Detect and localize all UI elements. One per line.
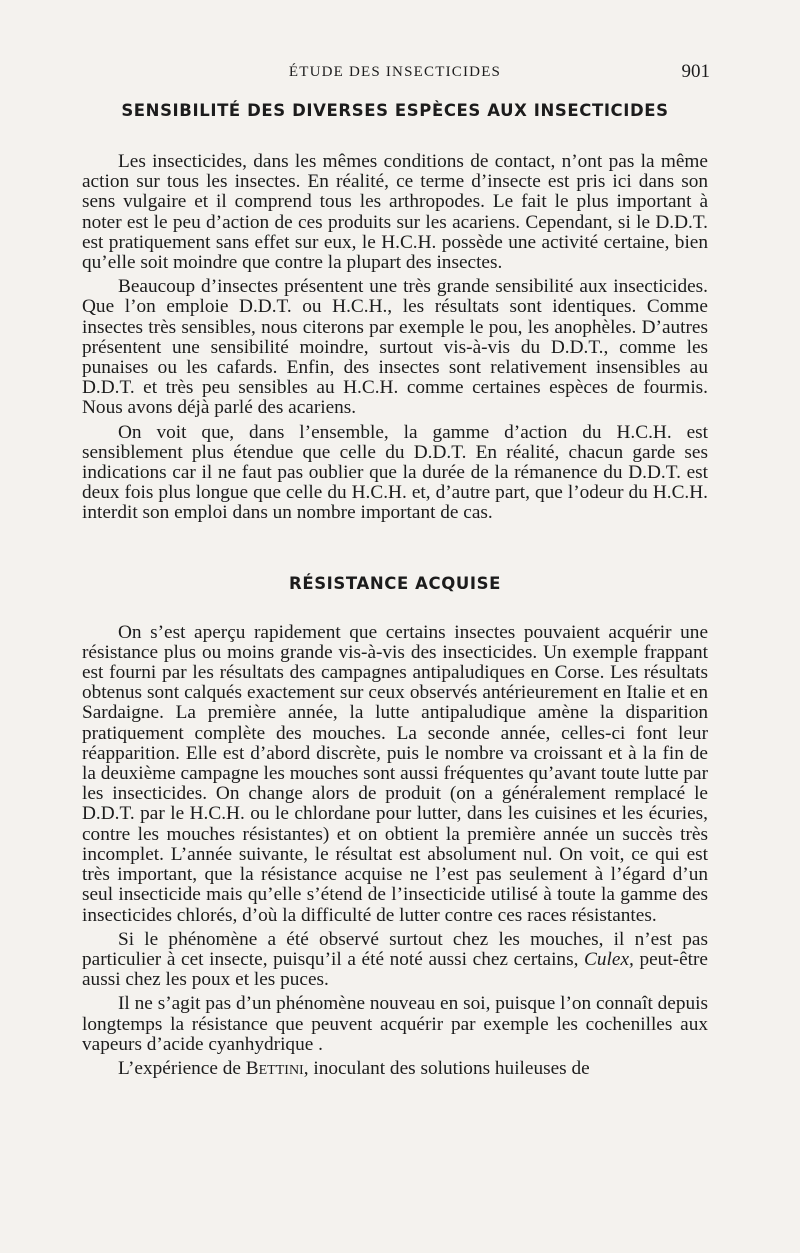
text-span: L’expérience de [118,1057,246,1079]
paragraph: On voit que, dans l’ensemble, la gamme d’action du H.C.H. est sensiblement plus étendue que celle du D.D.T. En réalité, chacun garde ses indications car il ne faut pas oublier que la durée de la rémanence du D.D.T. est deux fois plus longue que celle du H.C.H. et, d’autre part, que l’odeur du H.C.H. interdit son emploi dans un nombre important de cas. [82,421,708,524]
paragraph: Beaucoup d’insectes présentent une très grande sensibilité aux insecticides. Que l’on emploie D.D.T. ou H.C.H., les résultats sont identiques. Comme insectes très sensibles, nous citerons par exemple le pou, les anophèles. D’autres présentent une sensibilité moindre, surtout vis-à-vis du D.D.T., comme les punaises ou les cafards. Enfin, des insectes sont relativement insensibles au D.D.T. et très peu sensibles au H.C.H. comme certaines espèces de fourmis. Nous avons déjà parlé des acariens. [82,276,708,419]
paragraph: On s’est aperçu rapidement que certains insectes pouvaient acquérir une résistance plus ou moins grande vis-à-vis des insecticides. Un exemple frappant est fourni par les résultats des campagnes antipaludiques en Corse. Les résultats obtenus sont calqués exactement sur ceux observés antérieurement en Italie et en Sardaigne. La première année, la lutte antipaludique amène la disparition pratiquement complète des mouches. La seconde année, celles-ci font leur réapparition. Elle est d’abord discrète, puis le nombre va croissant et à la fin de la deuxième campagne les mouches sont aussi fréquentes qu’avant toute lutte par les insecticides. On change alors de produit (on a généralement remplacé le D.D.T. par le H.C.H. ou le chlordane pour lutter, dans les cuisines et les écuries, contre les mouches résistantes) et on obtient la première année un succès très incomplet. L’année suivante, le résultat est absolument nul. On voit, ce qui est très important, que la résistance acquise ne l’est pas seulement à l’égard d’un seul insecticide mais qu’elle s’étend de l’insecticide utilisé à toute la gamme des insecticides chlorés, d’où la difficulté de lutter contre ces races résistantes. [82,621,708,926]
running-title: ÉTUDE DES INSECTICIDES [288,64,502,80]
paragraph: Les insecticides, dans les mêmes conditions de contact, n’ont pas la même action sur tous les insectes. En réalité, ce terme d’insecte est pris ici dans son sens vulgaire et il comprend tous les arthropodes. Le fait le plus important à noter est le peu d’action de ces produits sur les acariens. Cependant, si le D.D.T. est pratiquement sans effet sur eux, le H.C.H. possède une activité certaine, bien qu’elle soit moindre que contre la plupart des insectes. [82,151,708,274]
text-span: Si le phénomène a été observé surtout chez les mouches, il n’est pas particulier à cet insecte, puisqu’il a été noté aussi chez certains, [82,928,708,970]
text-span: peut-être aussi chez les poux et les puces. [82,948,708,991]
author-name: Bettini [245,1057,304,1079]
text-span: , inoculant des solutions huileuses de [303,1057,590,1079]
page-number: 901 [681,61,710,82]
section-heading-resistance: RÉSISTANCE ACQUISE [289,573,501,593]
paragraph [82,1059,708,1079]
paragraph [82,930,708,991]
section-heading-sensibilite: SENSIBILITÉ DES DIVERSES ESPÈCES AUX INSECTICIDES [121,101,669,120]
italic-taxon: Culex, [584,948,634,970]
running-head [82,58,708,88]
paragraph: Il ne s’agit pas d’un phénomène nouveau en soi, puisque l’on connaît depuis longtemps la résistance que peuvent acquérir par exemple les cochenilles aux vapeurs d’acide cyanhydrique . [82,993,708,1055]
